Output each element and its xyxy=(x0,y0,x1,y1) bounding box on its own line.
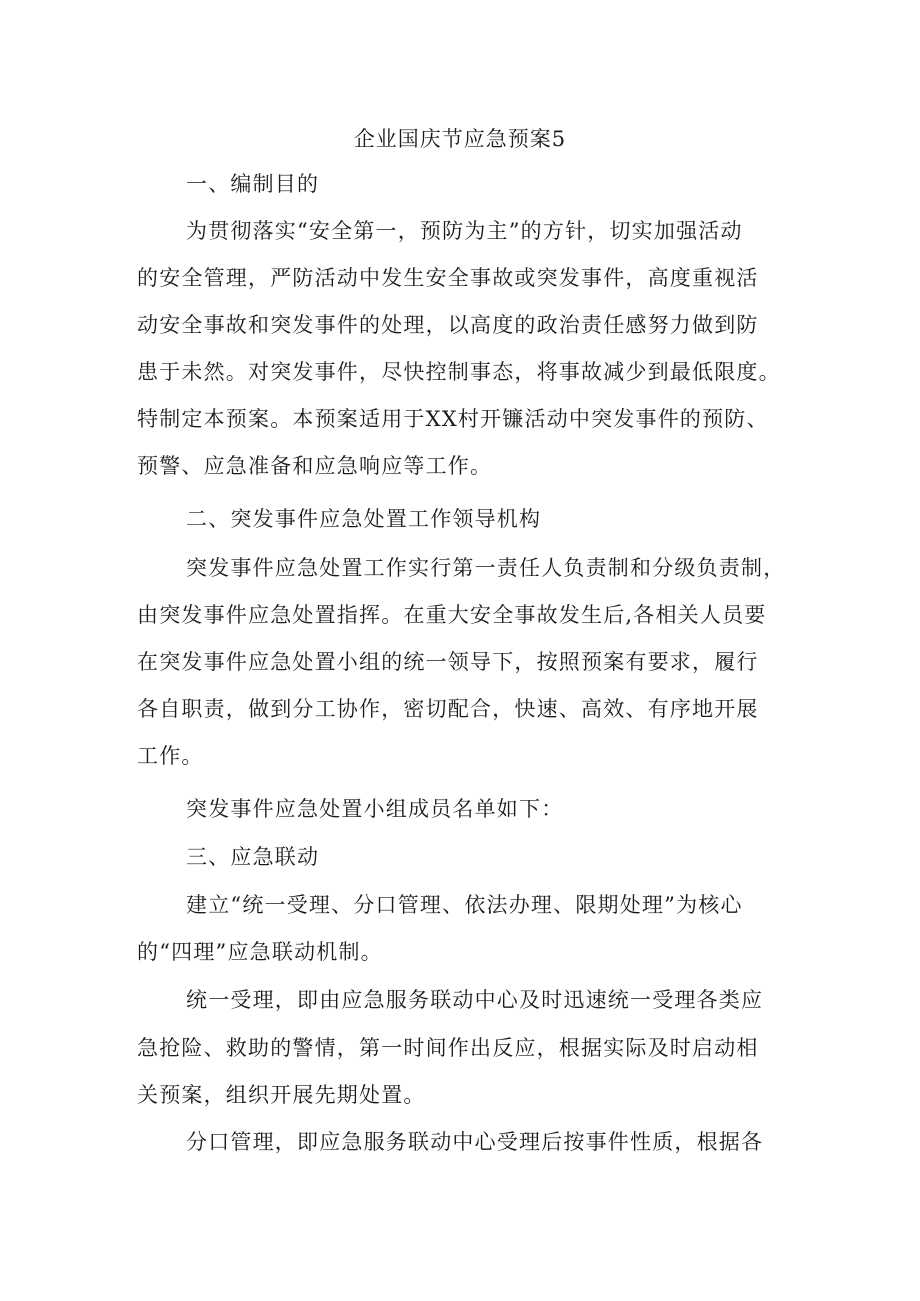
section-heading-2: 二、突发事件应急处置工作领导机构 xyxy=(186,507,542,531)
paragraph-line: 动安全事故和突发事件的处理，以高度的政治责任感努力做到防 xyxy=(137,313,759,337)
paragraph-line: 的安全管理，严防活动中发生安全事故或突发事件，高度重视活 xyxy=(137,266,759,290)
paragraph-line: 患于未然。对突发事件，尽快控制事态，将事故减少到最低限度。 xyxy=(137,360,781,384)
paragraph-line: 突发事件应急处置小组成员名单如下： xyxy=(186,797,564,821)
paragraph-line: 预警、应急准备和应急响应等工作。 xyxy=(137,454,493,478)
paragraph-line: 在突发事件应急处置小组的统一领导下，按照预案有要求，履行 xyxy=(137,650,759,674)
section-heading-1: 一、编制目的 xyxy=(186,172,320,196)
paragraph-line: 关预案，组织开展先期处置。 xyxy=(137,1083,426,1107)
paragraph-line: 各自职责，做到分工协作，密切配合，快速、高效、有序地开展 xyxy=(137,697,759,721)
paragraph-line: 的“四理”应急联动机制。 xyxy=(137,940,383,964)
paragraph-line: 工作。 xyxy=(137,744,204,768)
paragraph-line: 分口管理，即应急服务联动中心受理后按事件性质，根据各 xyxy=(186,1130,764,1154)
paragraph-line: 突发事件应急处置工作实行第一责任人负责制和分级负责制， xyxy=(186,556,786,580)
paragraph-line: 特制定本预案。本预案适用于XX村开镰活动中突发事件的预防、 xyxy=(137,407,769,431)
section-heading-3: 三、应急联动 xyxy=(186,845,320,869)
paragraph-line: 建立“统一受理、分口管理、依法办理、限期处理”为核心 xyxy=(186,893,743,917)
paragraph-line: 为贯彻落实“安全第一，预防为主”的方针，切实加强活动 xyxy=(186,219,743,243)
document-title: 企业国庆节应急预案5 xyxy=(353,127,567,151)
paragraph-line: 急抢险、救助的警情，第一时间作出反应，根据实际及时启动相 xyxy=(137,1036,759,1060)
paragraph-line: 由突发事件应急处置指挥。在重大安全事故发生后,各相关人员要 xyxy=(137,603,767,627)
paragraph-line: 统一受理，即由应急服务联动中心及时迅速统一受理各类应 xyxy=(186,988,764,1012)
